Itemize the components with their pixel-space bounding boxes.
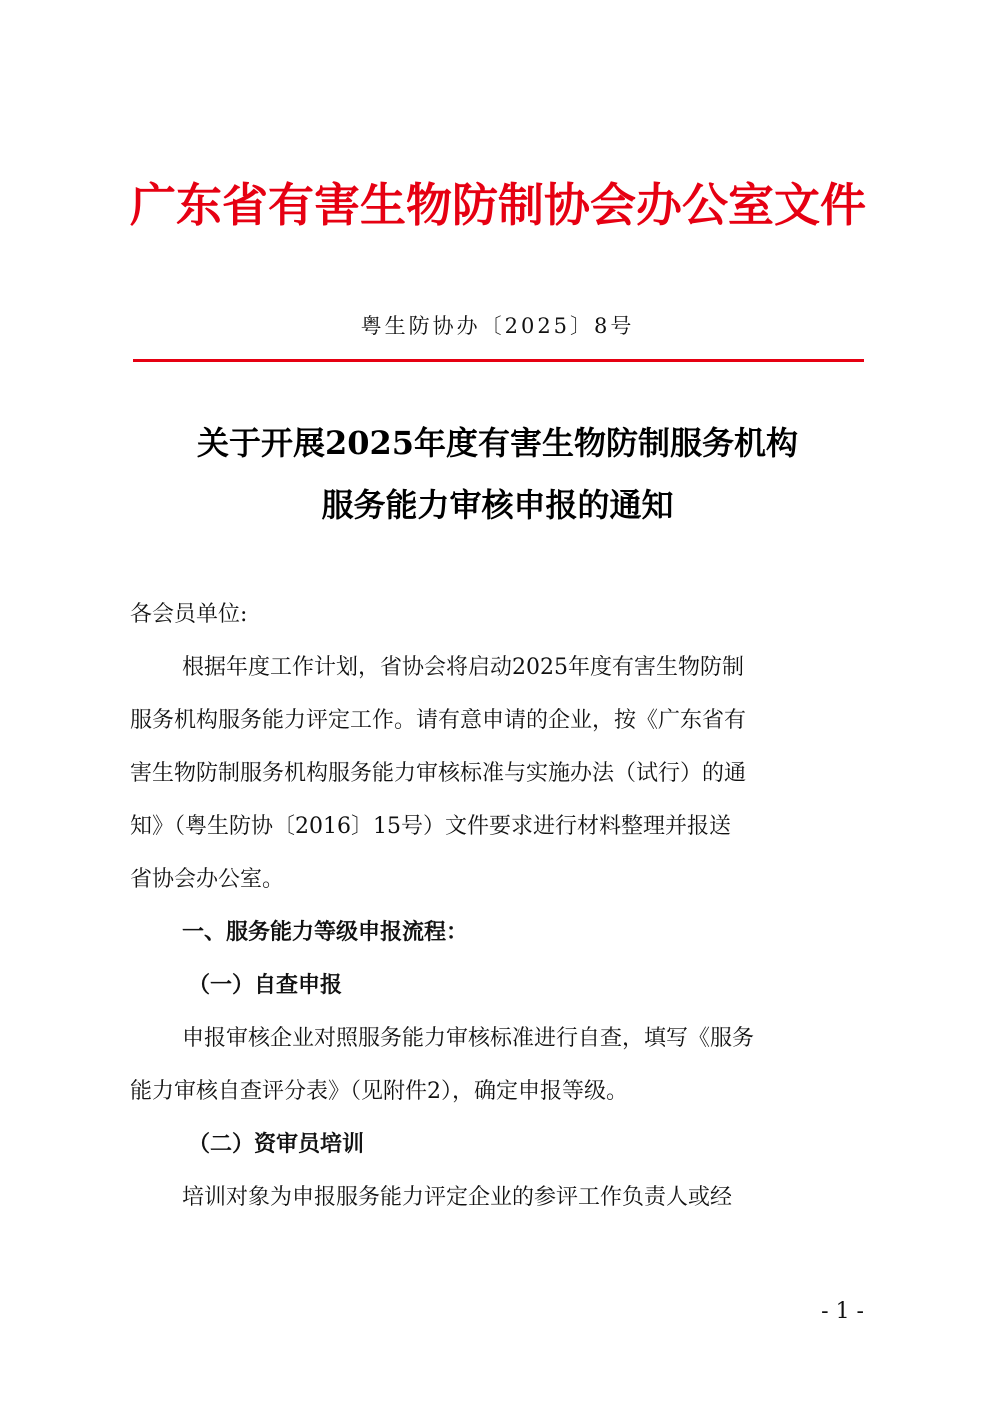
subsection-heading-2: （二）资审员培训 xyxy=(188,1131,365,1157)
paragraph-1-line-4: 知》（粤生防协〔2016〕15号）文件要求进行材料整理并报送 xyxy=(130,814,731,839)
document-number: 粤生防协办〔2025〕8号 xyxy=(360,314,635,338)
paragraph-1-line-3: 害生物防制服务机构服务能力审核标准与实施办法（试行）的通 xyxy=(130,761,747,786)
notice-body xyxy=(130,588,865,1224)
subsection-heading-1: （一）自查申报 xyxy=(188,972,343,998)
red-divider-line xyxy=(133,359,864,362)
subsection-2-line-1: 培训对象为申报服务能力评定企业的参评工作负责人或经 xyxy=(182,1185,733,1210)
paragraph-1-line-1: 根据年度工作计划，省协会将启动2025年度有害生物防制 xyxy=(182,655,744,680)
notice-title-line-1: 关于开展2025年度有害生物防制服务机构 xyxy=(196,424,799,462)
notice-title-line-2: 服务能力审核申报的通知 xyxy=(321,486,674,524)
paragraph-1-line-5: 省协会办公室。 xyxy=(130,867,285,892)
subsection-1-line-1: 申报审核企业对照服务能力审核标准进行自查，填写《服务 xyxy=(182,1026,755,1051)
paragraph-1-line-2: 服务机构服务能力评定工作。请有意申请的企业，按《广东省有 xyxy=(130,708,747,733)
notice-title xyxy=(130,412,865,536)
masthead-title: 广东省有害生物防制协会办公室文件 xyxy=(130,178,866,232)
salutation: 各会员单位: xyxy=(130,602,248,627)
section-heading-1: 一、服务能力等级申报流程： xyxy=(182,919,469,945)
subsection-1-line-2: 能力审核自查评分表》（见附件2），确定申报等级。 xyxy=(130,1079,628,1104)
page-number: - 1 - xyxy=(821,1299,864,1324)
